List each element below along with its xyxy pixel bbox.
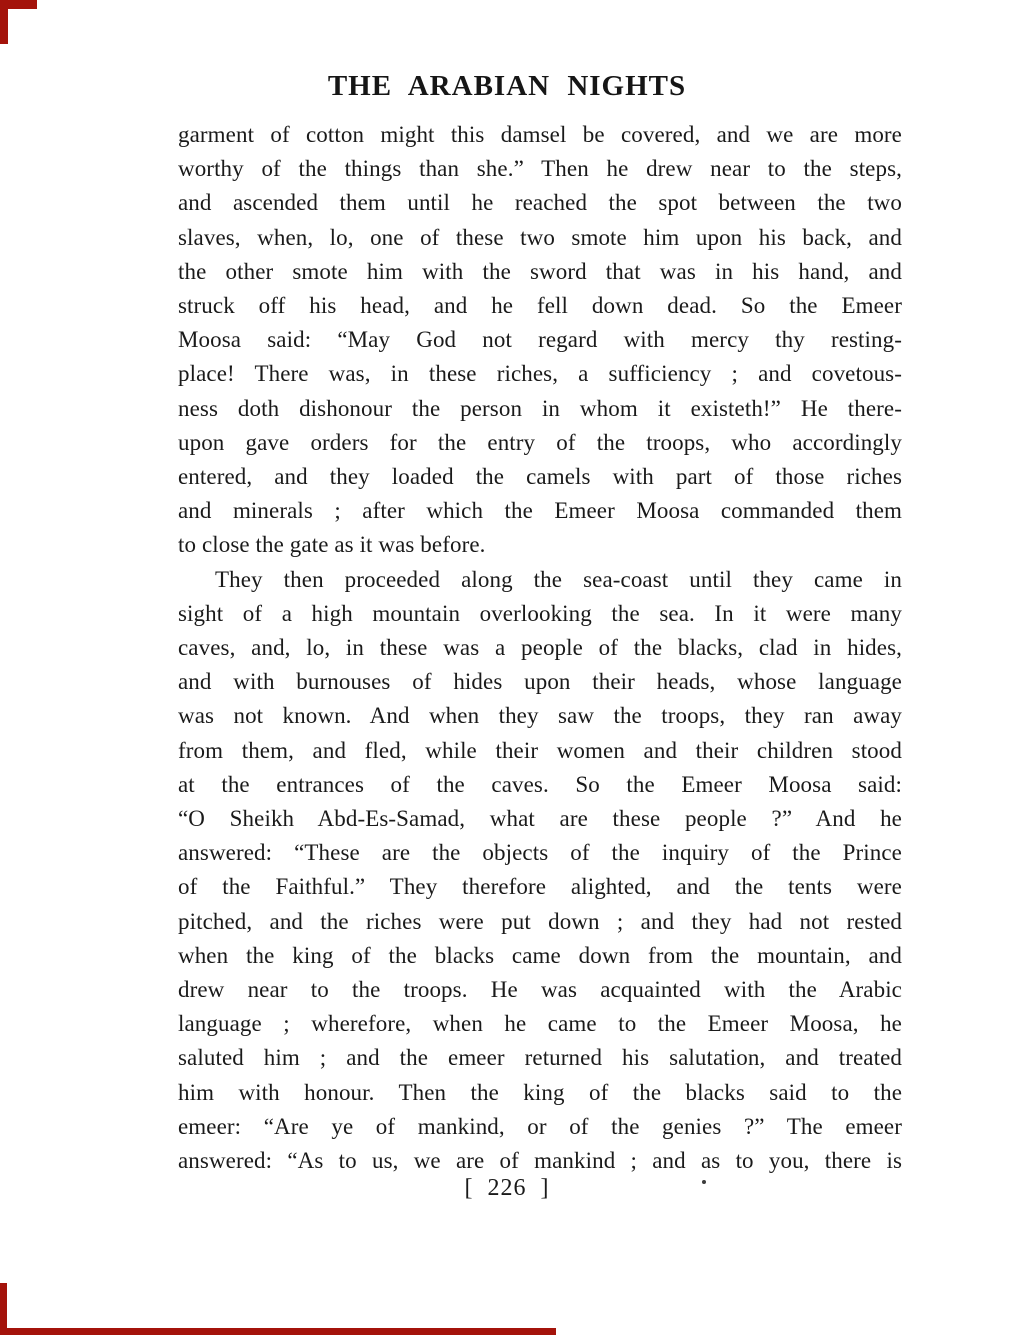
text-line: to close the gate as it was before. (178, 532, 486, 558)
text-line: ness doth dishonour the person in whom it existeth!” He there- (178, 395, 902, 421)
text-line: worthy of the things than she.” Then he drew near to the steps, (178, 156, 902, 182)
text-line: sight of a high mountain overlooking the sea. In it were many (178, 600, 902, 626)
text-line: pitched, and the riches were put down ; and they had not rested (178, 908, 902, 934)
text-line: language ; wherefore, when he came to the Emeer Moosa, he (178, 1011, 902, 1037)
text-line: entered, and they loaded the camels with part of those riches (178, 464, 902, 490)
text-line: garment of cotton might this damsel be covered, and we are more (178, 122, 902, 147)
text-line: slaves, when, lo, one of these two smote him upon his back, and (178, 224, 902, 250)
text-line: and with burnouses of hides upon their heads, whose language (178, 669, 902, 695)
text-line: him with honour. Then the king of the blacks said to the (178, 1079, 902, 1105)
text-line: and minerals ; after which the Emeer Moosa commanded them (178, 498, 902, 524)
text-line: answered: “These are the objects of the inquiry of the Prince (178, 840, 902, 866)
page-title: THE ARABIAN NIGHTS (327, 70, 687, 102)
text-line: upon gave orders for the entry of the troops, who accordingly (178, 429, 902, 455)
text-line: emeer: “Are ye of mankind, or of the genies ?” The emeer (178, 1113, 902, 1139)
text-line: They then proceeded along the sea-coast until they came in (215, 566, 902, 592)
text-line: caves, and, lo, in these was a people of the blacks, clad in hides, (178, 635, 902, 661)
text-line: of the Faithful.” They therefore alighted, and the tents were (178, 874, 902, 900)
text-line: Moosa said: “May God not regard with mercy thy resting- (178, 327, 902, 353)
page-number: [ 226 ] (464, 1175, 550, 1201)
text-line: place! There was, in these riches, a sufficiency ; and covetous- (178, 361, 902, 387)
text-line: the other smote him with the sword that was in his hand, and (178, 258, 902, 284)
text-line: at the entrances of the caves. So the Emeer Moosa said: (178, 771, 902, 797)
text-line: was not known. And when they saw the troops, they ran away (178, 703, 902, 729)
scan-artifact-left-top (0, 0, 8, 44)
text-line: “O Sheikh Abd-Es-Samad, what are these people ?” And he (178, 806, 902, 832)
text-line: struck off his head, and he fell down dead. So the Emeer (178, 293, 902, 319)
text-line: drew near to the troops. He was acquainted with the Arabic (178, 977, 902, 1003)
text-line: answered: “As to us, we are of mankind ; and as to you, there is (178, 1148, 902, 1174)
scan-artifact-bottom-horizontal (0, 1328, 556, 1335)
text-line: saluted him ; and the emeer returned his salutation, and treated (178, 1045, 902, 1071)
text-line: from them, and fled, while their women and their children stood (178, 737, 902, 763)
body-text (178, 118, 902, 1178)
text-line: when the king of the blacks came down from the mountain, and (178, 942, 902, 968)
text-line: and ascended them until he reached the spot between the two (178, 190, 902, 216)
